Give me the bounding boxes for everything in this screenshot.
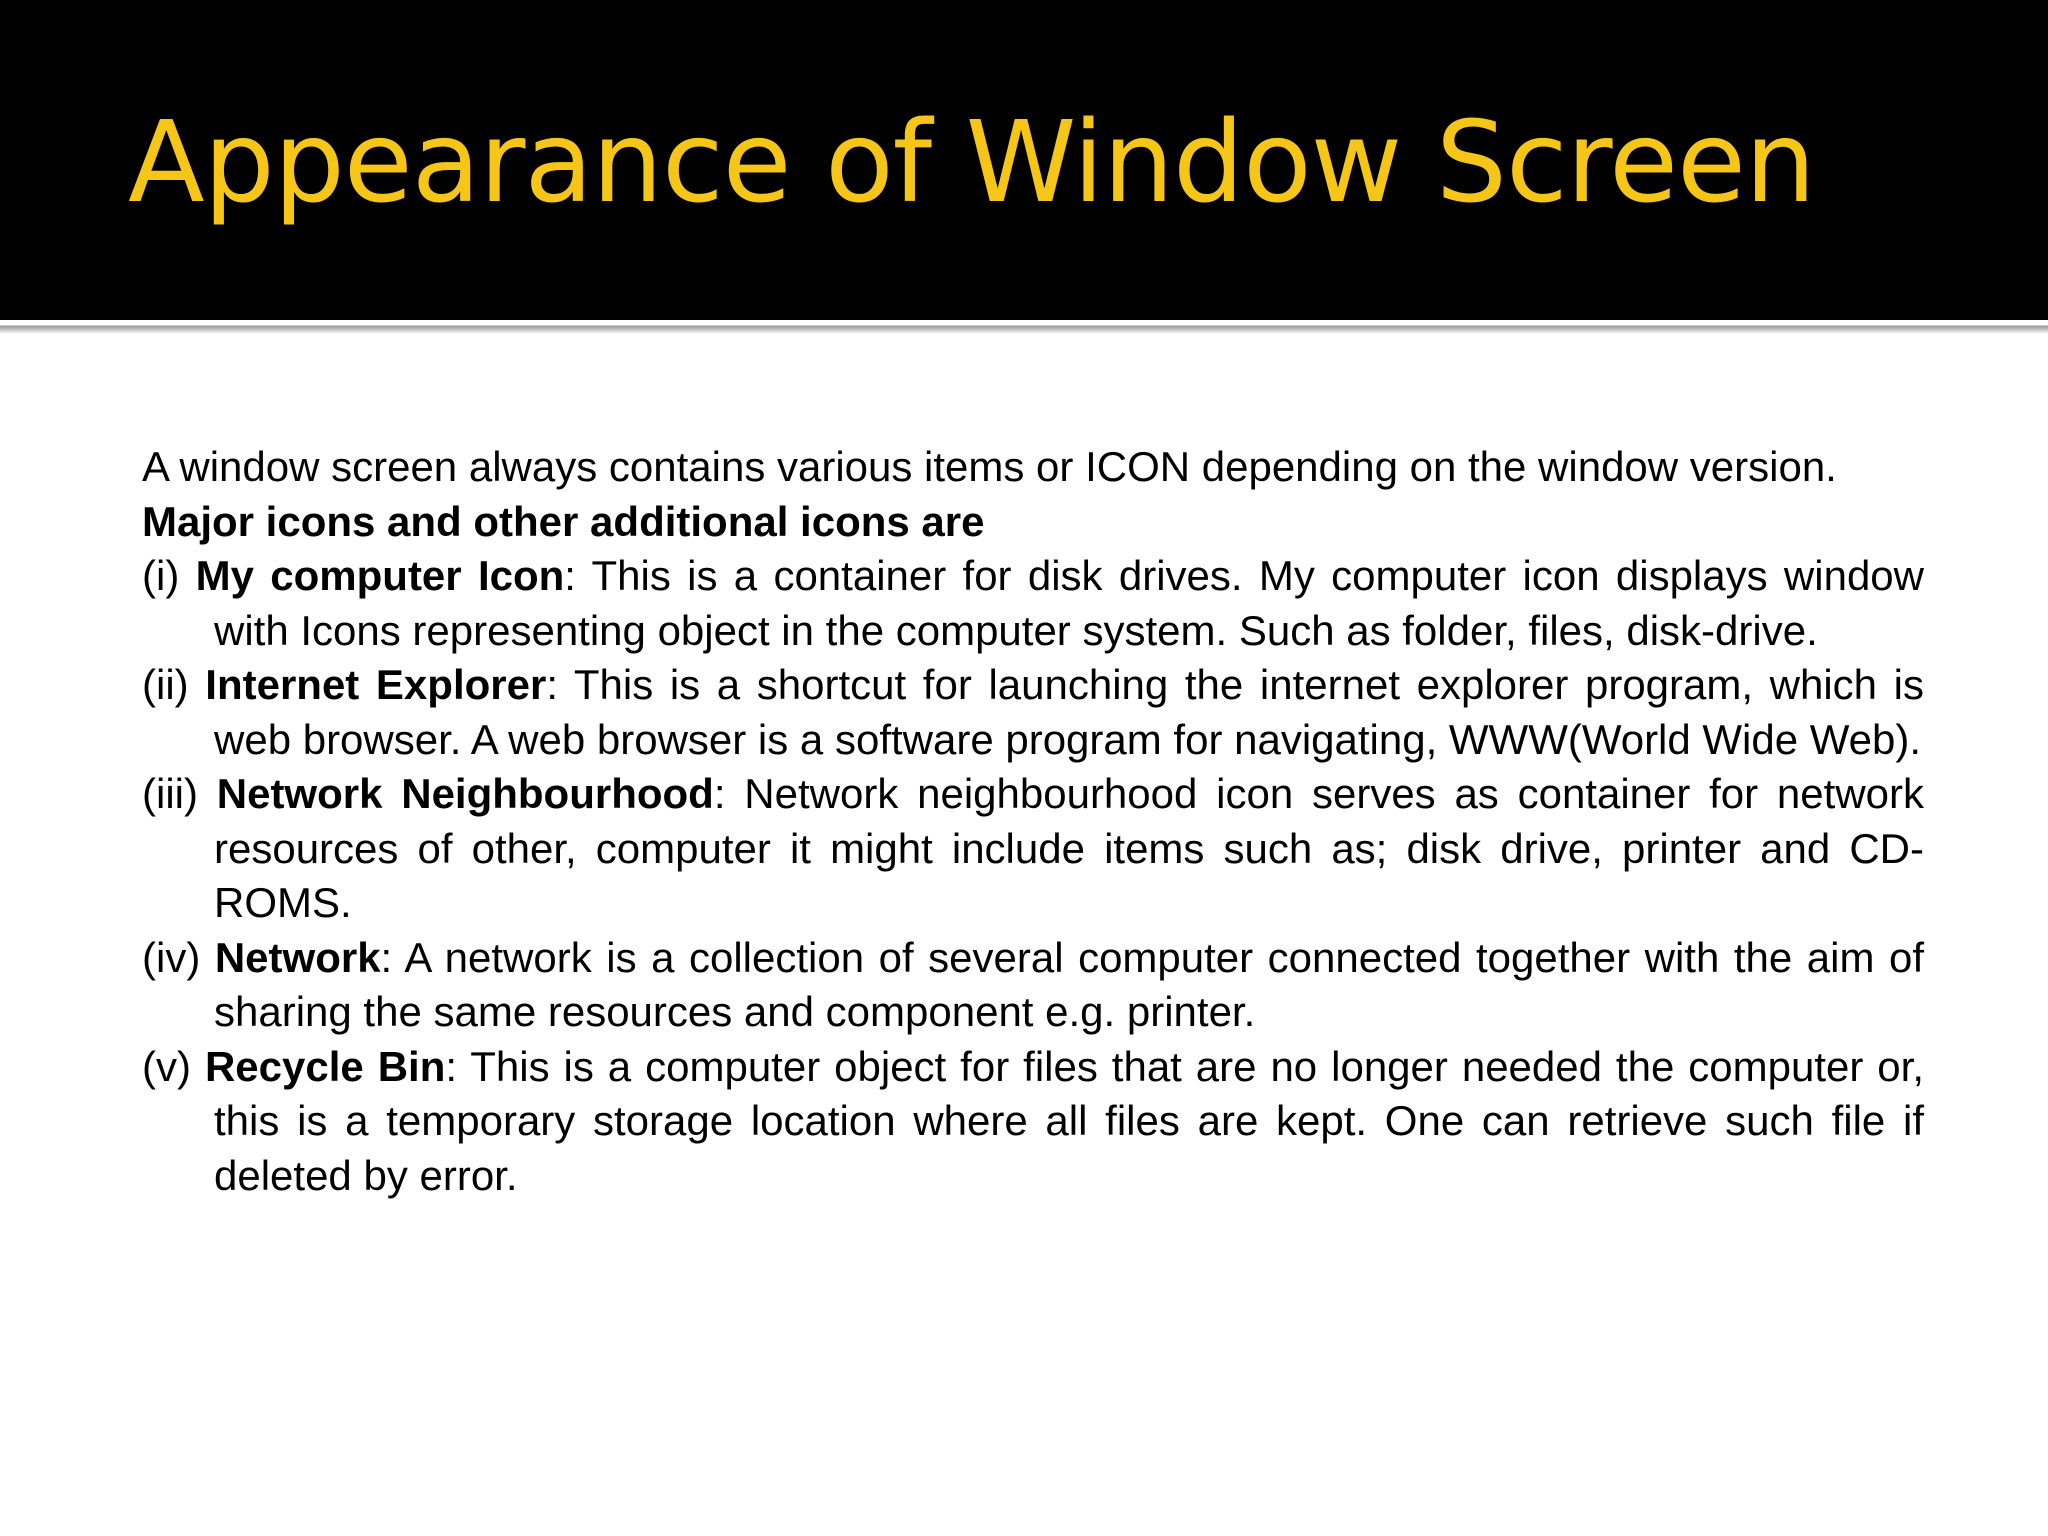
list-item: [142, 549, 1924, 658]
list-item: [142, 658, 1924, 767]
title-divider: [0, 320, 2048, 334]
item-marker: (v): [142, 1042, 191, 1090]
list-item: [142, 931, 1924, 1040]
item-term: Internet Explorer: [205, 661, 547, 708]
item-marker: (i): [142, 552, 180, 599]
item-term: Network Neighbourhood: [216, 770, 714, 817]
item-term: Recycle Bin: [204, 1042, 446, 1090]
list-item: [142, 767, 1924, 931]
item-term: Network: [214, 933, 381, 981]
item-marker: (iii): [142, 770, 198, 817]
item-description: : A network is a collection of several computer connected together with the aim of sharing the same resources and component e.g. printer.: [214, 933, 1925, 1035]
item-marker: (ii): [142, 661, 189, 708]
list-item: [142, 1040, 1924, 1204]
item-term: My computer Icon: [195, 552, 565, 599]
intro-paragraph: A window screen always contains various items or ICON depending on the window version.: [142, 443, 1837, 490]
item-marker: (iv): [142, 933, 201, 981]
item-description: : Network neighbourhood icon serves as container for network resources of other, computer it might include items such as; disk drive, printer and CD-ROMS.: [214, 770, 1924, 926]
title-bar: [0, 0, 2048, 320]
slide-title: Appearance of Window Screen: [128, 98, 1815, 228]
subheading: Major icons and other additional icons are: [142, 497, 985, 545]
item-description: : This is a shortcut for launching the internet explorer program, which is web browser. A web browser is a software program for navigating, WWW(World Wide Web).: [214, 661, 1924, 763]
item-description: : This is a container for disk drives. My computer icon displays window with Icons representing object in the computer system. Such as folder, files, disk-drive.: [214, 552, 1924, 654]
item-description: : This is a computer object for files that are no longer needed the computer or, this is a temporary storage location where all files are kept. One can retrieve such file if deleted by error.: [214, 1042, 1924, 1199]
slide-body: [142, 440, 1924, 1203]
